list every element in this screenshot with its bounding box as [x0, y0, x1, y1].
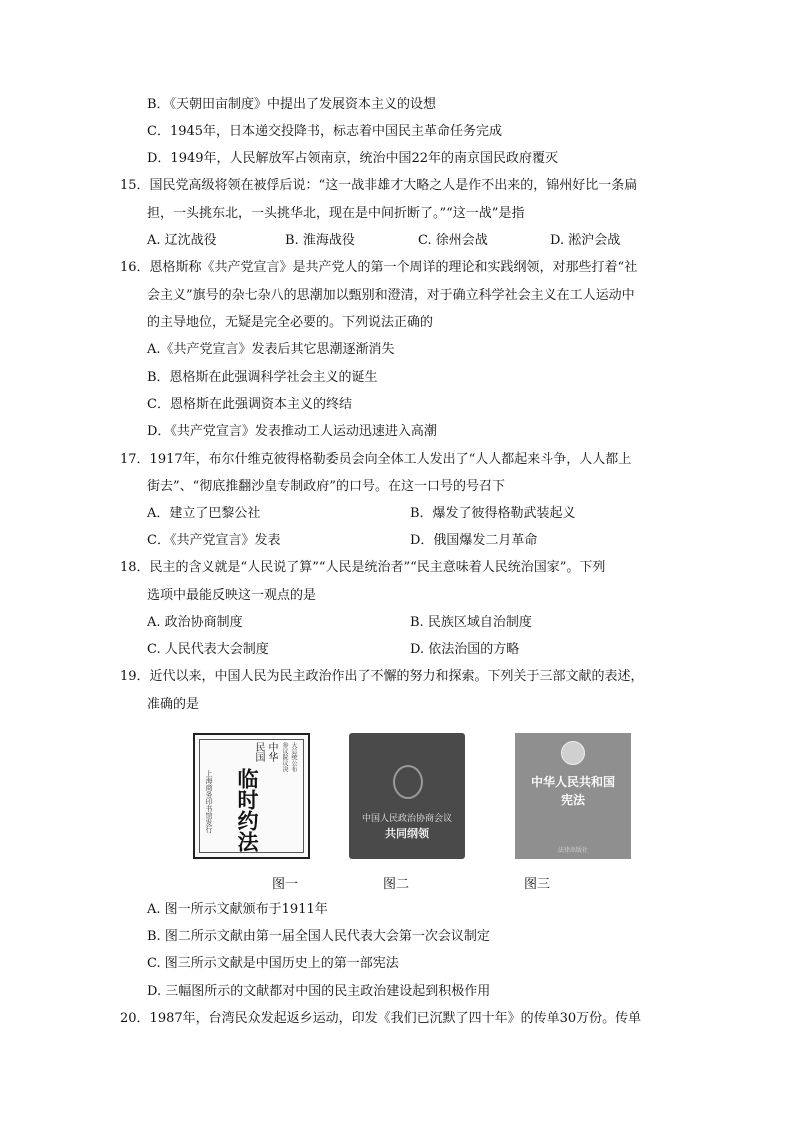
q15-options [147, 232, 667, 250]
q18-options-row2 [147, 641, 667, 659]
q19-option-b: B. 图二所示文献由第一届全国人民代表大会第一次会议制定 [147, 929, 490, 944]
q17-stem-line2: 街去”、“彻底推翻沙皇专制政府”的口号。在这一口号的号召下 [147, 479, 505, 494]
figure-1-provisional-constitution [193, 733, 310, 859]
q17-option-b: B．爆发了彼得格勒武装起义 [410, 506, 576, 521]
q18-stem-line2: 选项中最能反映这一观点的是 [147, 588, 317, 603]
q18-option-c: C. 人民代表大会制度 [147, 642, 269, 657]
q19-stem-line2: 准确的是 [147, 697, 200, 712]
q18-option-b: B. 民族区域自治制度 [410, 615, 532, 630]
figure-1-caption: 图一 [272, 877, 299, 892]
figure-1-col-a: 中华 [266, 742, 277, 762]
figure-1-col-b: 民国 [253, 742, 264, 762]
q14-option-d: D．1949年，人民解放军占领南京，统治中国22年的南京国民政府覆灭 [147, 151, 559, 166]
figure-1-publisher: 上海商务印书馆发行 [205, 770, 213, 833]
national-emblem-icon [561, 741, 585, 765]
q15-option-d: D. 淞沪会战 [550, 233, 621, 248]
q16-option-b: B．恩格斯在此强调科学社会主义的诞生 [147, 370, 378, 385]
q18-option-a: A. 政治协商制度 [147, 615, 243, 630]
q17-options-row1 [147, 505, 667, 523]
q16-option-c: C．恩格斯在此强调资本主义的终结 [147, 397, 352, 412]
figure-3-caption: 图三 [524, 877, 551, 892]
q15-stem-line1: 15．国民党高级将领在被俘后说：“这一战非雄才大略之人是作不出来的，锦州好比一条扁 [120, 178, 638, 193]
q17-stem-line1: 17．1917年，布尔什维克彼得格勒委员会向全体工人发出了“人人都起来斗争，人人都上 [120, 452, 632, 467]
q19-option-c: C. 图三所示文献是中国历史上的第一部宪法 [147, 956, 399, 971]
figure-1-col-d: 参议院议决 [281, 742, 288, 772]
figure-3-line2: 宪法 [560, 793, 585, 807]
q17-option-a: A．建立了巴黎公社 [147, 506, 261, 521]
q20-stem-line1: 20．1987年，台湾民众发起返乡运动，印发《我们已沉默了四十年》的传单30万份。传单 [120, 1011, 642, 1026]
q17-option-c: C．《共产党宣言》发表 [147, 533, 281, 548]
q15-option-c: C. 徐州会战 [418, 233, 488, 248]
figure-3-line1: 中华人民共和国 [530, 775, 615, 789]
q18-stem-line1: 18．民主的含义就是“人民说了算”“人民是统治者”“民主意味着人民统治国家”。下列 [120, 560, 606, 575]
figure-1-col-c: 大总统公布 [290, 742, 297, 772]
q18-option-d: D. 依法治国的方略 [410, 642, 520, 657]
figure-1-frame [199, 739, 304, 853]
q17-options-row2 [147, 532, 667, 550]
q16-option-d: D．《共产党宣言》发表推动工人运动迅速进入高潮 [147, 424, 437, 439]
figure-2-line2: 共同纲领 [385, 827, 429, 840]
q14-option-c: C．1945年，日本递交投降书，标志着中国民主革命任务完成 [147, 124, 503, 139]
q16-stem-line3: 的主导地位，无疑是完全必要的。下列说法正确的 [147, 315, 434, 330]
q17-option-d: D．俄国爆发二月革命 [410, 533, 538, 548]
figure-3-line3: 法律出版社 [557, 847, 588, 854]
q18-options-row1 [147, 614, 667, 632]
q15-option-a: A. 辽沈战役 [147, 233, 217, 248]
q15-stem-line2: 担，一头挑东北，一头挑华北，现在是中间折断了。”“这一战”是指 [147, 206, 525, 221]
q16-stem-line1: 16．恩格斯称《共产党宣言》是共产党人的第一个周详的理论和实践纲领，对那些打着“社 [120, 260, 638, 275]
q16-stem-line2: 会主义”旗号的杂七杂八的思潮加以甄别和澄清，对于确立科学社会主义在工人运动中 [147, 288, 635, 303]
q19-option-d: D. 三幅图所示的文献都对中国的民主政治建设起到积极作用 [147, 984, 491, 999]
figure-1-main-title: 临时约法 [235, 768, 260, 852]
national-emblem-icon [393, 765, 423, 799]
figure-2-common-program [349, 733, 465, 859]
q16-option-a: A.《共产党宣言》发表后其它思潮逐渐消失 [147, 342, 395, 357]
figure-2-caption: 图二 [383, 877, 410, 892]
figure-3-constitution [515, 733, 631, 859]
q19-option-a: A. 图一所示文献颁布于1911年 [147, 902, 328, 917]
q14-option-b: B．《天朝田亩制度》中提出了发展资本主义的设想 [147, 97, 437, 112]
figure-2-line1: 中国人民政治协商会议 [361, 814, 452, 824]
q19-stem-line1: 19．近代以来，中国人民为民主政治作出了不懈的努力和探索。下列关于三部文献的表述， [120, 669, 644, 684]
q15-option-b: B. 淮海战役 [285, 233, 355, 248]
